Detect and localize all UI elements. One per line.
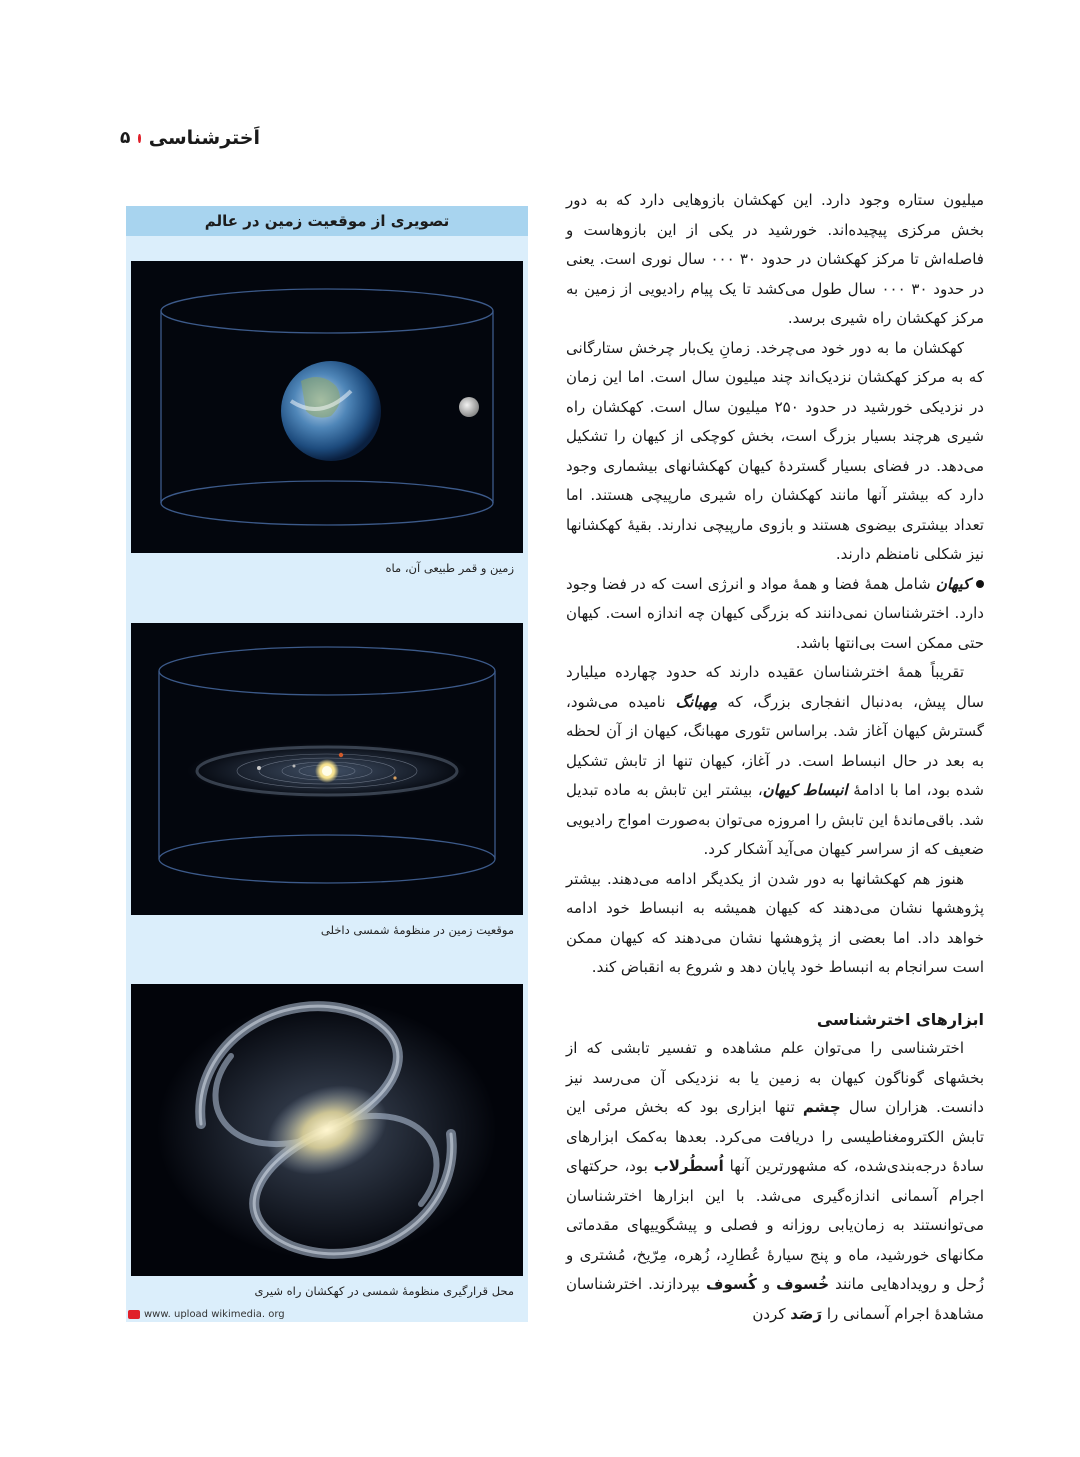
term-big-bang: مِهبانگ: [675, 692, 718, 711]
page-number: ۵: [120, 128, 131, 148]
paragraph: هنوز هم کهکشانها به دور شدن از یکدیگر ادامه می‌دهند. بیشتر پژوهشها نشان می‌دهند که کیهان همیشه به انبساط خود ادامه خواهد داد. اما بعضی از پژوهشها نشان می‌دهند که کیهان ممکن است سرانجام به انبساط خود پایان دهد و شروع به انقباض کند.: [566, 869, 984, 976]
section-heading: ابزارهای اخترشناسی: [816, 1009, 984, 1029]
term-solar-eclipse: کُسوف: [706, 1275, 757, 1293]
paragraph: اخترشناسی را می‌توان علم مشاهده و تفسیر تابشی که از بخشهای گوناگون کیهان به زمین یا به نزدیکی آن می‌رسد نیز دانست. هزاران سال چشم تنها ابزاری بود که بخش مرئی این تابش الکترومغناطیسی را دریافت می‌کرد. بعدها به‌کمک ابزارهای سادهٔ درجه‌بندی‌شده، که مشهورترین آنها اُسطُرلاب بود، حرکتهای اجرام آسمانی اندازه‌گیری می‌شد. با این ابزارها اخترشناسان می‌توانستند به زمان‌یابی روزانه و فصلی و پیشگوییهای مقدماتی مکانهای خورشید، ماه و پنج سیارهٔ عُطارِد، زُهره، مِرّیخ، مُشتری و زُحل و رویدادهایی مانند خُسوف و کُسوف بپردازند. اخترشناسان مشاهدهٔ اجرام آسمانی را رَصَد کردن: [566, 1039, 985, 1323]
figure-caption: زمین و قمر طبیعی آن، ماه: [385, 561, 514, 575]
term-observation: رَصَد: [790, 1304, 823, 1323]
figure-sidebar: [126, 206, 528, 1322]
term-lunar-eclipse: خُسوف: [776, 1275, 830, 1293]
inner-solar-system-image: [131, 623, 523, 915]
running-header: [120, 124, 260, 152]
main-text-column: [566, 186, 984, 1329]
sidebar-title: تصویری از موقعیت زمین در عالم: [126, 206, 528, 236]
term-expansion: انبساط کیهان: [762, 781, 848, 799]
paragraph: میلیون ستاره وجود دارد. این کهکشان بازوهایی دارد که به دور بخش مرکزی پیچیده‌اند. خورشید در یکی از این بازوهاست و فاصله‌اش تا مرکز کهکشان در حدود ۳۰ ۰۰۰ سال نوری است. یعنی در حدود ۳۰ ۰۰۰ سال طول می‌کشد تا یک پیام رادیویی از زمین به مرکز کهکشان راه شیری برسد.: [566, 191, 984, 327]
figure-caption: محل قرارگیری منظومهٔ شمسی در کهکشان راه شیری: [254, 1284, 514, 1298]
figure-caption: موقعیت زمین در منظومهٔ شمسی داخلی: [320, 923, 514, 937]
paragraph: تقریباً همهٔ اخترشناسان عقیده دارند که حدود چهارده میلیارد سال پیش، به‌دنبال انفجاری بزرگ، که مِهبانگ نامیده می‌شود، گسترش کیهان آغاز شد. براساس تئوری مهبانگ، کیهان از آن لحظه به بعد در حال انبساط است. در آغاز، کیهان تنها از تابش تشکیل شده بود، اما با ادامهٔ انبساط کیهان، بیشتر این تابش به ماده تبدیل شد. باقی‌ماندهٔ این تابش را امروزه می‌توان به‌صورت امواج رادیویی ضعیف که از سراسر کیهان می‌آید آشکار کرد.: [566, 663, 984, 858]
bullet-icon: [976, 580, 984, 588]
term-astrolabe: اُسطُرلاب: [653, 1157, 724, 1175]
earth-moon-image: [131, 261, 523, 553]
milky-way-image: [131, 984, 523, 1276]
image-source: [128, 1309, 285, 1320]
source-url: www. upload wikimedia. org: [144, 1309, 285, 1320]
term-eye: چشم: [802, 1098, 841, 1116]
header-title: اَخترشناسی: [148, 127, 260, 149]
bullet-paragraph: کیهان شامل همهٔ فضا و همهٔ مواد و انرژی است که در فضا وجود دارد. اخترشناسان نمی‌دانند که بزرگی کیهان چه اندازه است. کیهان حتی ممکن است بی‌انتها باشد.: [566, 574, 984, 652]
term-cosmos: کیهان: [935, 574, 970, 593]
source-icon: [128, 1310, 140, 1319]
header-dot: [138, 134, 140, 143]
paragraph: کهکشان ما به دور خود می‌چرخد. زمانِ یک‌بار چرخش ستارگانی که به مرکز کهکشان نزدیک‌اند چند میلیون سال است. اما این زمان در نزدیکی خورشید در حدود ۲۵۰ میلیون سال است. کهکشان راه شیری هرچند بسیار بزرگ است، بخش کوچکی از کیهان را تشکیل می‌دهد. در فضای بسیار گستردهٔ کیهان کهکشانهای بیشماری وجود دارد که بیشتر آنها مانند کهکشان راه شیری مارپیچی هستند. اما تعداد بیشتری بیضوی هستند و بازوی مارپیچی ندارند. بقیهٔ کهکشانها نیز شکلی نامنظم دارند.: [566, 338, 984, 563]
